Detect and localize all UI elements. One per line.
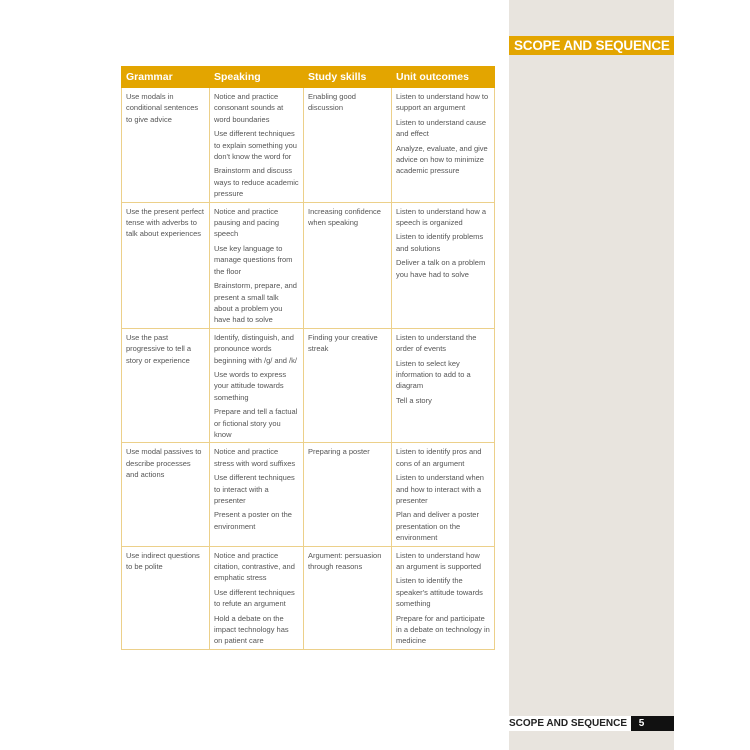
table-row (122, 443, 495, 546)
cell-entry: Increasing confidence when speaking (308, 206, 381, 228)
cell-entry: Notice and practice pausing and pacing speech (214, 206, 280, 239)
cell-entry: Prepare for and participate in a debate on technology in medicine (396, 613, 490, 646)
cell-entry: Listen to understand how a speech is organized (396, 206, 487, 228)
cell-entry: Prepare and tell a factual or fictional story you know (214, 407, 298, 439)
study-skills-cell (304, 202, 392, 328)
cell-entry: Present a poster on the environment (214, 510, 292, 531)
table-header-row (122, 67, 495, 88)
cell-entry: Listen to understand cause and effect (396, 117, 487, 139)
header-speaking: Speaking (210, 67, 304, 88)
cell-entry: Listen to understand how to support an argument (396, 92, 489, 113)
cell-entry: Listen to understand how an argument is supported (396, 550, 482, 572)
table-row (122, 88, 495, 203)
speaking-cell (210, 202, 304, 328)
grammar-cell (122, 328, 210, 443)
cell-entry: Use different techniques to explain something you don't know the word for (214, 129, 297, 162)
study-skills-cell (304, 443, 392, 546)
footer-section-label: SCOPE AND SEQUENCE (509, 716, 631, 731)
cell-entry: Listen to understand when and how to interact with a presenter (396, 473, 484, 505)
cell-entry: Listen to identify problems and solutions (396, 232, 484, 253)
table-row (122, 328, 495, 443)
unit-outcomes-cell (392, 443, 495, 546)
cell-entry: Tell a story (396, 395, 432, 405)
cell-entry: Plan and deliver a poster presentation on the environment (396, 510, 479, 543)
table-body (122, 88, 495, 650)
study-skills-cell (304, 546, 392, 649)
table-row (122, 202, 495, 328)
cell-entry: Use different techniques to refute an argument (214, 587, 295, 609)
sidebar-panel (509, 0, 674, 750)
table-row (122, 546, 495, 649)
cell-entry: Deliver a talk on a problem you have had to solve (396, 258, 486, 279)
unit-outcomes-cell (392, 202, 495, 328)
cell-entry: Use the present perfect tense with adverbs to talk about experiences (126, 206, 204, 239)
cell-entry: Use modals in conditional sentences to give advice (126, 92, 199, 124)
cell-entry: Use modal passives to describe processes and actions (126, 447, 202, 480)
speaking-cell (210, 328, 304, 443)
scope-table-container (121, 66, 494, 650)
cell-entry: Listen to identify pros and cons of an argument (396, 447, 482, 468)
study-skills-cell (304, 328, 392, 443)
cell-entry: Notice and practice citation, contrastive, and emphatic stress (214, 550, 295, 583)
speaking-cell (210, 443, 304, 546)
cell-entry: Notice and practice consonant sounds at word boundaries (214, 92, 284, 124)
grammar-cell (122, 202, 210, 328)
cell-entry: Listen to identify the speaker's attitude towards something (396, 576, 483, 609)
cell-entry: Use indirect questions to be polite (126, 550, 200, 572)
cell-entry: Use different techniques to interact with a presenter (214, 473, 295, 505)
study-skills-cell (304, 88, 392, 203)
cell-entry: Use the past progressive to tell a story or experience (126, 332, 192, 365)
header-unit-outcomes: Unit outcomes (392, 67, 495, 88)
cell-entry: Enabling good discussion (308, 92, 356, 113)
unit-outcomes-cell (392, 546, 495, 649)
cell-entry: Brainstorm, prepare, and present a small talk about a problem you have had to solve (214, 281, 297, 325)
cell-entry: Identify, distinguish, and pronounce words beginning with /g/ and /k/ (214, 332, 297, 365)
cell-entry: Hold a debate on the impact technology has on patient care (214, 613, 289, 646)
cell-entry: Use words to express your attitude towards something (214, 369, 287, 402)
cell-entry: Argument: persuasion through reasons (308, 550, 382, 572)
speaking-cell (210, 88, 304, 203)
grammar-cell (122, 88, 210, 203)
speaking-cell (210, 546, 304, 649)
cell-entry: Notice and practice stress with word suffixes (214, 447, 296, 468)
grammar-cell (122, 443, 210, 546)
scope-and-sequence-table (121, 66, 495, 650)
grammar-cell (122, 546, 210, 649)
header-study-skills: Study skills (304, 67, 392, 88)
header-grammar: Grammar (122, 67, 210, 88)
section-title: SCOPE AND SEQUENCE (509, 36, 674, 55)
cell-entry: Brainstorm and discuss ways to reduce academic pressure (214, 166, 299, 199)
cell-entry: Analyze, evaluate, and give advice on how to minimize academic pressure (396, 143, 488, 176)
cell-entry: Finding your creative streak (308, 332, 378, 354)
cell-entry: Use key language to manage questions from the floor (214, 243, 293, 276)
cell-entry: Listen to select key information to add to a diagram (396, 358, 471, 391)
cell-entry: Preparing a poster (308, 447, 370, 457)
page-number: 5 (631, 716, 674, 731)
cell-entry: Listen to understand the order of events (396, 332, 477, 354)
unit-outcomes-cell (392, 88, 495, 203)
unit-outcomes-cell (392, 328, 495, 443)
